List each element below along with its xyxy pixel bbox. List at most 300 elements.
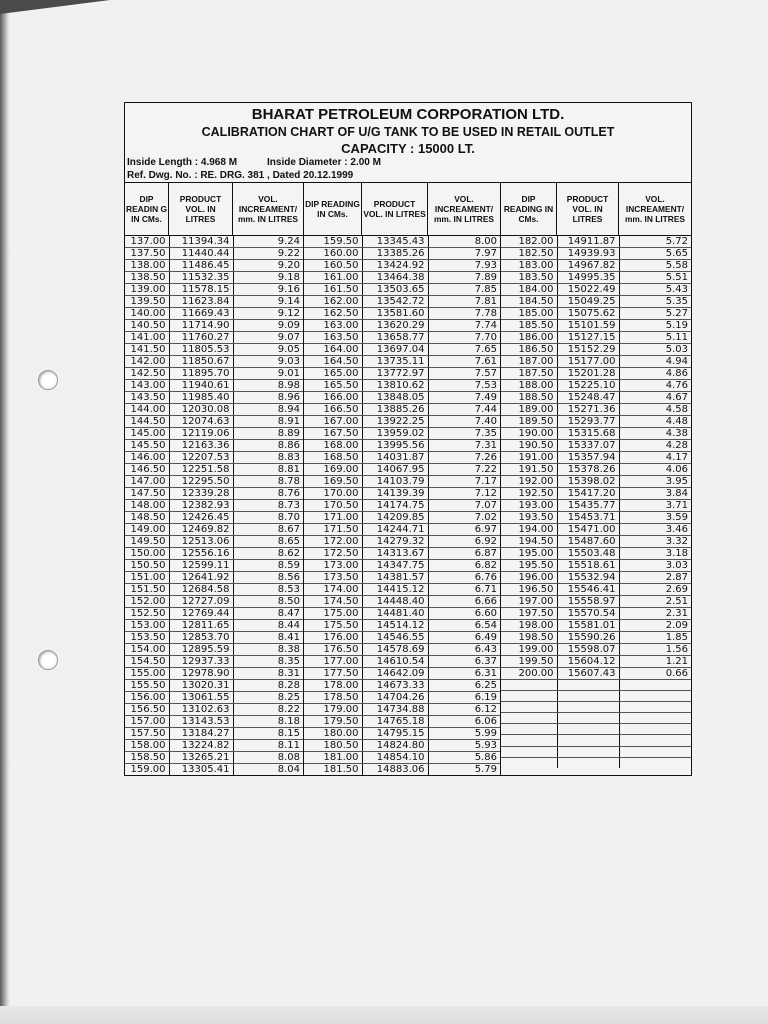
volume-cell: 14610.54 [362, 656, 428, 668]
table-row [501, 713, 691, 724]
dip-cell: 183.00 [501, 260, 557, 272]
increment-cell: 5.51 [619, 272, 691, 284]
dip-cell: 199.50 [501, 656, 557, 668]
volume-cell: 12811.65 [169, 620, 233, 632]
dip-cell: 140.50 [125, 320, 169, 332]
page-corner [0, 0, 110, 14]
increment-cell: 8.70 [233, 512, 303, 524]
table-row [501, 572, 691, 584]
dip-cell [501, 691, 557, 702]
increment-cell: 6.97 [428, 524, 500, 536]
volume-cell: 11669.43 [169, 308, 233, 320]
increment-cell: 6.31 [428, 668, 500, 680]
increment-cell: 7.02 [428, 512, 500, 524]
increment-cell: 5.99 [428, 728, 500, 740]
volume-cell: 14734.88 [362, 704, 428, 716]
dip-cell: 163.50 [304, 332, 362, 344]
increment-cell: 6.06 [428, 716, 500, 728]
volume-cell [557, 757, 619, 768]
increment-cell: 4.58 [619, 404, 691, 416]
table-row [501, 320, 691, 332]
table-row [304, 464, 500, 476]
table-row [501, 260, 691, 272]
increment-cell: 7.85 [428, 284, 500, 296]
table-row [304, 668, 500, 680]
table-row [125, 392, 303, 404]
data-table [501, 236, 691, 768]
increment-cell: 5.86 [428, 752, 500, 764]
tank-dimensions [125, 156, 691, 169]
dip-cell: 168.00 [304, 440, 362, 452]
increment-cell: 2.87 [619, 572, 691, 584]
dip-cell: 198.50 [501, 632, 557, 644]
table-row [125, 308, 303, 320]
table-row [304, 536, 500, 548]
dip-cell: 177.00 [304, 656, 362, 668]
dip-cell: 162.50 [304, 308, 362, 320]
table-row [125, 656, 303, 668]
dip-cell: 174.50 [304, 596, 362, 608]
dip-cell: 141.50 [125, 344, 169, 356]
dip-cell: 152.50 [125, 608, 169, 620]
table-row [501, 632, 691, 644]
dip-cell: 185.00 [501, 308, 557, 320]
col-header-product-vol: PRODUCT VOL. IN LITRES [557, 183, 619, 235]
increment-cell: 7.26 [428, 452, 500, 464]
dip-cell: 169.50 [304, 476, 362, 488]
increment-cell: 9.05 [233, 344, 303, 356]
increment-cell: 8.94 [233, 404, 303, 416]
increment-cell: 5.65 [619, 248, 691, 260]
dip-cell: 156.00 [125, 692, 169, 704]
punch-hole-icon [38, 650, 58, 670]
table-row [501, 248, 691, 260]
dip-cell: 153.50 [125, 632, 169, 644]
dip-cell: 170.50 [304, 500, 362, 512]
table-row [304, 488, 500, 500]
dip-cell: 194.00 [501, 524, 557, 536]
table-row [304, 632, 500, 644]
increment-cell: 7.78 [428, 308, 500, 320]
dip-cell: 164.00 [304, 344, 362, 356]
volume-cell: 13424.92 [362, 260, 428, 272]
dip-cell [501, 713, 557, 724]
volume-cell: 15127.15 [557, 332, 619, 344]
volume-cell: 13922.25 [362, 416, 428, 428]
increment-cell: 7.07 [428, 500, 500, 512]
volume-cell: 12641.92 [169, 572, 233, 584]
increment-cell: 2.09 [619, 620, 691, 632]
dip-cell: 144.00 [125, 404, 169, 416]
table-row [125, 692, 303, 704]
table-row [125, 248, 303, 260]
table-row [501, 691, 691, 702]
dip-cell: 181.00 [304, 752, 362, 764]
table-row [501, 440, 691, 452]
increment-cell: 5.43 [619, 284, 691, 296]
table-row [304, 656, 500, 668]
volume-cell: 13810.62 [362, 380, 428, 392]
volume-cell: 15570.54 [557, 608, 619, 620]
dip-cell: 174.00 [304, 584, 362, 596]
volume-cell: 15607.43 [557, 668, 619, 680]
dip-cell: 189.50 [501, 416, 557, 428]
volume-cell: 15201.28 [557, 368, 619, 380]
volume-cell: 14244.71 [362, 524, 428, 536]
table-row [304, 272, 500, 284]
table-row [501, 757, 691, 768]
dip-cell: 199.00 [501, 644, 557, 656]
increment-cell [619, 680, 691, 691]
volume-cell: 14704.26 [362, 692, 428, 704]
volume-cell: 15293.77 [557, 416, 619, 428]
dip-cell: 190.00 [501, 428, 557, 440]
volume-cell: 13464.38 [362, 272, 428, 284]
dip-cell: 171.50 [304, 524, 362, 536]
dip-cell: 161.00 [304, 272, 362, 284]
table-row [501, 308, 691, 320]
increment-cell: 8.15 [233, 728, 303, 740]
dip-cell: 138.50 [125, 272, 169, 284]
volume-cell [557, 735, 619, 746]
increment-cell: 1.56 [619, 644, 691, 656]
dip-cell: 158.00 [125, 740, 169, 752]
volume-cell: 13959.02 [362, 428, 428, 440]
table-row [501, 656, 691, 668]
dip-cell: 146.00 [125, 452, 169, 464]
increment-cell: 8.50 [233, 596, 303, 608]
volume-cell [557, 746, 619, 757]
table-row [304, 548, 500, 560]
volume-cell: 15503.48 [557, 548, 619, 560]
dip-cell: 138.00 [125, 260, 169, 272]
increment-cell: 4.67 [619, 392, 691, 404]
volume-cell: 14347.75 [362, 560, 428, 572]
table-row [125, 368, 303, 380]
increment-cell: 5.58 [619, 260, 691, 272]
volume-cell [557, 702, 619, 713]
increment-cell: 6.49 [428, 632, 500, 644]
table-row [125, 740, 303, 752]
table-row [501, 416, 691, 428]
volume-cell: 13061.55 [169, 692, 233, 704]
dip-cell: 140.00 [125, 308, 169, 320]
volume-cell: 12895.59 [169, 644, 233, 656]
table-row [125, 644, 303, 656]
volume-cell: 15471.00 [557, 524, 619, 536]
table-row [304, 356, 500, 368]
table-row [304, 380, 500, 392]
volume-cell: 12426.45 [169, 512, 233, 524]
increment-cell: 3.32 [619, 536, 691, 548]
increment-cell: 8.18 [233, 716, 303, 728]
table-row [501, 332, 691, 344]
table-row [501, 284, 691, 296]
dip-cell: 179.50 [304, 716, 362, 728]
increment-cell: 8.35 [233, 656, 303, 668]
table-row [125, 620, 303, 632]
company-title: BHARAT PETROLEUM CORPORATION LTD. [251, 106, 565, 123]
volume-cell: 14578.69 [362, 644, 428, 656]
increment-cell: 7.93 [428, 260, 500, 272]
volume-cell: 15398.02 [557, 476, 619, 488]
increment-cell: 7.35 [428, 428, 500, 440]
increment-cell: 9.09 [233, 320, 303, 332]
volume-cell: 12030.08 [169, 404, 233, 416]
table-row [501, 644, 691, 656]
volume-cell [557, 691, 619, 702]
increment-cell: 6.66 [428, 596, 500, 608]
volume-cell: 14642.09 [362, 668, 428, 680]
increment-cell: 6.37 [428, 656, 500, 668]
table-row [125, 452, 303, 464]
table-row [501, 702, 691, 713]
increment-cell: 7.61 [428, 356, 500, 368]
volume-cell: 11940.61 [169, 380, 233, 392]
increment-cell: 6.92 [428, 536, 500, 548]
dip-cell: 157.00 [125, 716, 169, 728]
table-row [125, 464, 303, 476]
dip-cell: 180.00 [304, 728, 362, 740]
data-table [304, 236, 500, 775]
dip-cell: 198.00 [501, 620, 557, 632]
volume-cell: 14103.79 [362, 476, 428, 488]
table-row [125, 344, 303, 356]
volume-cell: 15581.01 [557, 620, 619, 632]
volume-cell: 15271.36 [557, 404, 619, 416]
dip-cell: 187.00 [501, 356, 557, 368]
increment-cell: 6.12 [428, 704, 500, 716]
dip-cell: 176.50 [304, 644, 362, 656]
volume-cell: 15357.94 [557, 452, 619, 464]
table-row [125, 524, 303, 536]
increment-cell: 8.62 [233, 548, 303, 560]
volume-cell: 14967.82 [557, 260, 619, 272]
dip-cell: 178.00 [304, 680, 362, 692]
increment-cell: 7.17 [428, 476, 500, 488]
increment-cell: 8.83 [233, 452, 303, 464]
table-row [304, 344, 500, 356]
increment-cell: 3.03 [619, 560, 691, 572]
increment-cell: 8.91 [233, 416, 303, 428]
increment-cell [619, 757, 691, 768]
increment-cell: 7.40 [428, 416, 500, 428]
dip-cell: 173.50 [304, 572, 362, 584]
increment-cell: 8.47 [233, 608, 303, 620]
table-row [125, 296, 303, 308]
increment-cell: 7.31 [428, 440, 500, 452]
dip-cell: 178.50 [304, 692, 362, 704]
increment-cell: 7.97 [428, 248, 500, 260]
volume-cell: 15022.49 [557, 284, 619, 296]
increment-cell: 1.21 [619, 656, 691, 668]
volume-cell: 11440.44 [169, 248, 233, 260]
increment-cell: 5.11 [619, 332, 691, 344]
volume-cell: 14448.40 [362, 596, 428, 608]
increment-cell: 9.14 [233, 296, 303, 308]
table-row [304, 476, 500, 488]
page-edge-shadow [0, 0, 10, 1024]
increment-cell: 8.28 [233, 680, 303, 692]
increment-cell: 5.19 [619, 320, 691, 332]
increment-cell: 8.96 [233, 392, 303, 404]
col-header-vol-increment: VOL. INCREAMENT/ mm. IN LITRES [624, 194, 686, 224]
volume-cell: 14854.10 [362, 752, 428, 764]
table-row [304, 500, 500, 512]
volume-cell: 15049.25 [557, 296, 619, 308]
increment-cell: 4.17 [619, 452, 691, 464]
increment-cell: 5.72 [619, 236, 691, 248]
increment-cell: 4.28 [619, 440, 691, 452]
volume-cell: 14481.40 [362, 608, 428, 620]
dip-cell [501, 757, 557, 768]
dip-cell: 160.00 [304, 248, 362, 260]
volume-cell: 15248.47 [557, 392, 619, 404]
table-row [304, 404, 500, 416]
column-headers [501, 183, 691, 236]
volume-cell: 11985.40 [169, 392, 233, 404]
increment-cell: 8.89 [233, 428, 303, 440]
volume-cell: 12727.09 [169, 596, 233, 608]
table-row [501, 236, 691, 248]
volume-cell: 12207.53 [169, 452, 233, 464]
dip-cell: 159.00 [125, 764, 169, 776]
increment-cell: 3.59 [619, 512, 691, 524]
dip-cell: 155.00 [125, 668, 169, 680]
volume-cell: 15378.26 [557, 464, 619, 476]
dip-cell: 192.00 [501, 476, 557, 488]
table-row [501, 596, 691, 608]
table-row [304, 428, 500, 440]
volume-cell: 12513.06 [169, 536, 233, 548]
increment-cell: 2.31 [619, 608, 691, 620]
volume-cell [557, 680, 619, 691]
volume-cell: 12937.33 [169, 656, 233, 668]
volume-cell: 14995.35 [557, 272, 619, 284]
increment-cell: 8.67 [233, 524, 303, 536]
table-row [125, 668, 303, 680]
table-row [501, 735, 691, 746]
table-row [125, 236, 303, 248]
volume-cell: 15337.07 [557, 440, 619, 452]
dip-cell: 169.00 [304, 464, 362, 476]
table-row [125, 320, 303, 332]
dip-cell: 188.50 [501, 392, 557, 404]
table-row [125, 608, 303, 620]
table-row [125, 584, 303, 596]
increment-cell: 9.22 [233, 248, 303, 260]
volume-cell: 12119.06 [169, 428, 233, 440]
drawing-reference: Ref. Dwg. No. : RE. DRG. 381 , Dated 20.12.1999 [125, 169, 691, 183]
increment-cell: 2.51 [619, 596, 691, 608]
increment-cell: 5.03 [619, 344, 691, 356]
increment-cell: 9.12 [233, 308, 303, 320]
dip-cell: 197.00 [501, 596, 557, 608]
dip-cell: 139.50 [125, 296, 169, 308]
table-row [501, 272, 691, 284]
increment-cell: 8.00 [428, 236, 500, 248]
volume-cell: 15558.97 [557, 596, 619, 608]
dip-cell [501, 735, 557, 746]
increment-cell: 4.48 [619, 416, 691, 428]
table-row [125, 632, 303, 644]
volume-cell: 15101.59 [557, 320, 619, 332]
dip-cell: 166.00 [304, 392, 362, 404]
table-row [501, 380, 691, 392]
dip-cell: 158.50 [125, 752, 169, 764]
table-block [501, 183, 691, 768]
increment-cell: 7.89 [428, 272, 500, 284]
dip-cell: 165.50 [304, 380, 362, 392]
dip-cell: 154.00 [125, 644, 169, 656]
dip-cell: 164.50 [304, 356, 362, 368]
table-row [501, 488, 691, 500]
dip-cell: 179.00 [304, 704, 362, 716]
table-row [304, 728, 500, 740]
volume-cell: 11714.90 [169, 320, 233, 332]
volume-cell: 12074.63 [169, 416, 233, 428]
volume-cell: 11805.53 [169, 344, 233, 356]
increment-cell: 7.70 [428, 332, 500, 344]
table-row [304, 284, 500, 296]
volume-cell: 14514.12 [362, 620, 428, 632]
volume-cell: 12853.70 [169, 632, 233, 644]
dip-cell: 141.00 [125, 332, 169, 344]
increment-cell: 3.46 [619, 524, 691, 536]
volume-cell: 12556.16 [169, 548, 233, 560]
table-row [304, 248, 500, 260]
table-row [304, 512, 500, 524]
increment-cell: 3.71 [619, 500, 691, 512]
increment-cell: 7.65 [428, 344, 500, 356]
volume-cell: 13735.11 [362, 356, 428, 368]
increment-cell: 7.81 [428, 296, 500, 308]
increment-cell: 6.60 [428, 608, 500, 620]
increment-cell: 6.82 [428, 560, 500, 572]
dip-cell: 171.00 [304, 512, 362, 524]
table-row [304, 596, 500, 608]
increment-cell: 3.95 [619, 476, 691, 488]
table-row [304, 332, 500, 344]
dip-cell: 187.50 [501, 368, 557, 380]
table-row [304, 236, 500, 248]
table-row [501, 476, 691, 488]
data-table [125, 236, 303, 775]
volume-cell: 15604.12 [557, 656, 619, 668]
dip-cell: 173.00 [304, 560, 362, 572]
dip-cell: 182.50 [501, 248, 557, 260]
dip-cell: 166.50 [304, 404, 362, 416]
dip-cell: 186.50 [501, 344, 557, 356]
volume-cell: 15518.61 [557, 560, 619, 572]
increment-cell: 8.98 [233, 380, 303, 392]
volume-cell: 15453.71 [557, 512, 619, 524]
dip-cell: 195.50 [501, 560, 557, 572]
col-header-product-vol: PRODUCT VOL. IN LITRES [169, 183, 233, 235]
dip-cell: 186.00 [501, 332, 557, 344]
volume-cell: 13224.82 [169, 740, 233, 752]
table-row [501, 584, 691, 596]
dip-cell: 184.50 [501, 296, 557, 308]
table-row [304, 716, 500, 728]
dip-cell: 160.50 [304, 260, 362, 272]
volume-cell: 11623.84 [169, 296, 233, 308]
volume-cell: 15177.00 [557, 356, 619, 368]
dip-cell [501, 680, 557, 691]
increment-cell [619, 735, 691, 746]
dip-cell: 168.50 [304, 452, 362, 464]
volume-cell: 11486.45 [169, 260, 233, 272]
